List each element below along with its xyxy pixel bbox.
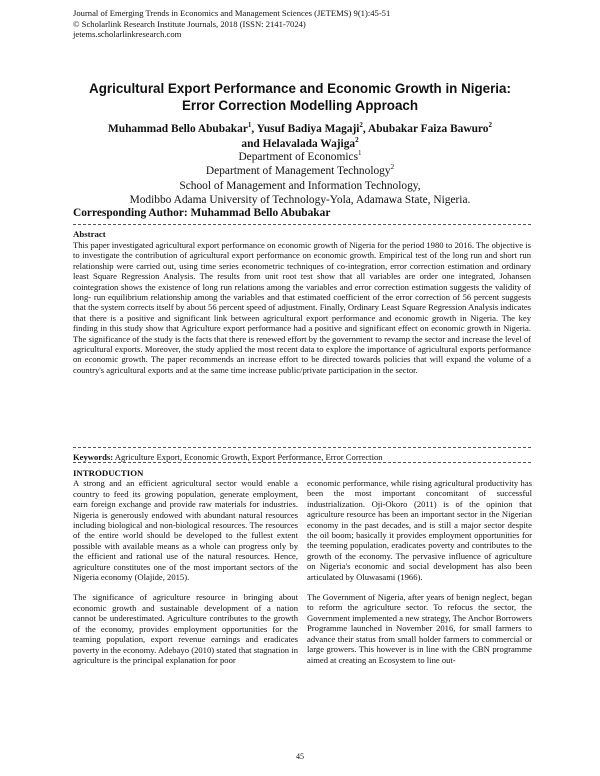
corresponding-author: Corresponding Author: Muhammad Bello Abubakar	[73, 207, 331, 219]
journal-citation: Journal of Emerging Trends in Economics and Management Sciences (JETEMS) 9(1):45-51	[73, 8, 391, 18]
journal-copyright: © Scholarlink Research Institute Journals, 2018 (ISSN: 2141-7024)	[73, 18, 306, 29]
intro-paragraph-3: economic performance, while rising agricultural productivity has been the most important concomitant of successful industrialization. Oji-Okoro (2011) is of the opinion that agriculture resource has been an important sector in the Nigerian economy in the past decades, and is still a major sector despite the oil boom; basically it provides employment opportunities for the teeming population, eradicates poverty and contributes to the growth of the economy. The pervasive influence of agriculture on Nigeria's economic and social development has also been articulated by Oluwasami (1966).	[307, 478, 532, 582]
title-line-2: Error Correction Modelling Approach	[181, 98, 419, 113]
affiliation-school: School of Management and Information Technology,	[179, 179, 421, 192]
author-4-affil: 2	[355, 135, 359, 144]
keywords-text: Agriculture Export, Economic Growth, Export Performance, Error Correction	[114, 452, 383, 462]
affiliation-dept-1-mark: 1	[358, 149, 362, 158]
author-1-affil: 1	[247, 121, 252, 130]
affiliation-dept-2-mark: 2	[390, 163, 395, 172]
author-2-affil: 2	[359, 121, 363, 130]
divider-keywords	[73, 462, 531, 463]
divider-top	[73, 224, 531, 225]
affiliations	[40, 150, 560, 208]
author-4: Helavalada Wajiga	[262, 137, 356, 150]
intro-paragraph-1: A strong and an efficient agricultural sector would enable a country to feed its growing population, generate employment, earn foreign exchange and provide raw materials for industries. Nigeria is generously endowed with abundant natural resources including biological and non-biological resources. The resources of the entire world should be developed to the fullest extent possible with available means as a whole can progress only by the efficient and rational use of the natural resources. Hence, agriculture constitutes one of the most important sectors of the Nigeria economy (Olajide, 2015).	[73, 478, 298, 583]
keywords	[73, 452, 383, 462]
column-left	[73, 468, 298, 675]
author-1: Muhammad Bello Abubakar	[108, 123, 248, 135]
intro-paragraph-4: The Government of Nigeria, after years of benign neglect, began to reform the agriculture sector. To refocus the sector, the Government implemented a new strategy, The Anchor Borrowers Programme launched in November 2016, for small farmers to advance their status from small holder farmers to commercial or large growers. This however is in line with the CBN programme aimed at creating an Ecosystem to line out-	[307, 592, 532, 665]
abstract-heading: Abstract	[73, 229, 106, 239]
divider-abstract	[73, 447, 531, 448]
journal-website: jetems.scholarlinkresearch.com	[73, 29, 182, 40]
affiliation-university: Modibbo Adama University of Technology-Yola, Adamawa State, Nigeria.	[129, 194, 471, 207]
keywords-label: Keywords:	[73, 452, 114, 462]
affiliation-dept-2: Department of Management Technology	[205, 165, 391, 178]
author-list: Muhammad Bello Abubakar$^1$, Yusuf Badiya Magaji$^2$, Abubakar Faiza Bawuro$^2$ and Helavalada Wajiga$^2$	[108, 121, 492, 150]
author-2: Yusuf Badiya Magaji	[256, 123, 360, 135]
intro-paragraph-2: The significance of agriculture resource in bringing about economic growth and sustainable development of a nation cannot be underestimated. Agriculture contributes to the growth of the economy, provides employment opportunities for the teaming population, export revenue earnings and eradicates poverty in the economy. Adebayo (2010) stated that stagnation in agriculture is the principal explanation for poor	[73, 592, 298, 665]
title-line-1: Agricultural Export Performance and Economic Growth in Nigeria:	[89, 81, 511, 96]
affiliation-dept-1: Department of Economics	[238, 151, 359, 163]
introduction-heading: INTRODUCTION	[73, 468, 144, 478]
journal-header	[73, 8, 390, 40]
author-conjunction: and	[241, 137, 260, 150]
page-number: 45	[296, 752, 304, 761]
abstract-body: This paper investigated agricultural export performance on economic growth of Nigeria for the period 1980 to 2016. The objective is to investigate the contribution of agricultural export performance on economic growth. Empirical test of the long run and short run relationship were carried out, using time series econometric techniques of co-integration, error correction estimation and ordinary least Square Regression Analysis. The results from unit root test show that all variables are order one integrated, Johansen cointegration shows the existence of long run relations among the variables and error correction estimation suggests the validity of long- run equilibrium relationship among the variables and that estimated coefficient of the error correction of 56 percent suggests that the system corrects itself by about 56 percent speed of adjustment. Finally, Ordinary Least Square Regression Analysis indicates that there is a positive and significant link between agricultural export performance and economic growth in Nigeria. The key finding in this study show that Agriculture export performance had a positive and significant effect on economic growth in Nigeria. The significance of the study is the facts that there is renewed effort by the government to revamp the sector and increase the level of agricultural exports. Moreover, the study applied the most recent data to explore the importance of agricultural exports performance on economic growth. The paper recommends an increase effort to be directed towards policies that will expand the volume of a country's agricultural exports and at the same time increase public/private participation in the sector.	[73, 240, 531, 375]
paper-title	[60, 80, 540, 114]
author-3: Abubakar Faiza Bawuro	[368, 123, 489, 135]
column-right	[307, 478, 532, 675]
author-3-affil: 2	[488, 121, 492, 130]
